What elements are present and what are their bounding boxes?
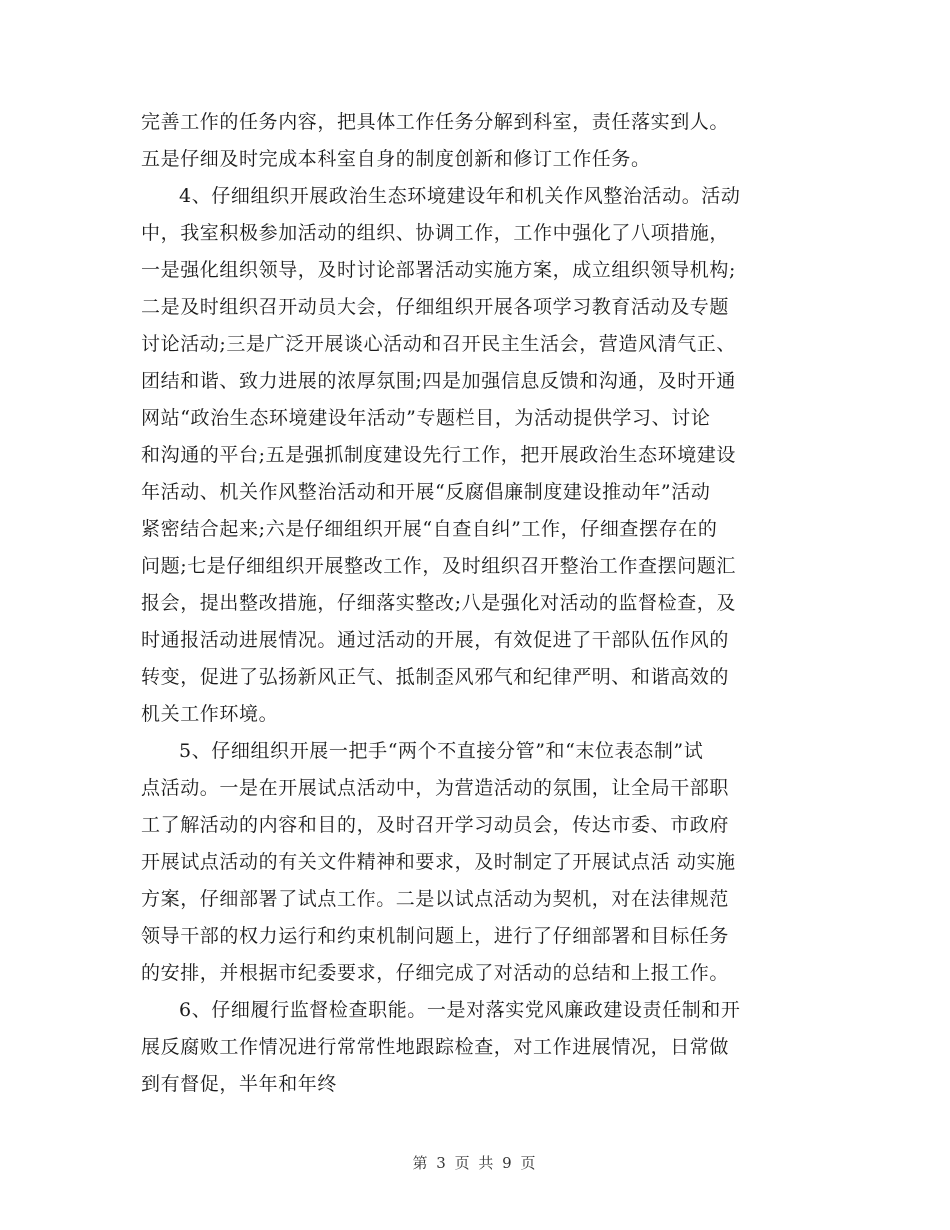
text-line: 6、仔细履行监督检查职能。一是对落实党风廉政建设责任制和开 [179, 999, 741, 1021]
text-line: 讨论活动;三是广泛开展谈心活动和召开民主生活会，营造风清气正、 [141, 333, 737, 355]
text-line: 到有督促，半年和年终 [141, 1073, 338, 1095]
text-line: 二是及时组织召开动员大会，仔细组织开展各项学习教育活动及专题 [141, 296, 730, 318]
text-line: 团结和谐、致力进展的浓厚氛围;四是加强信息反馈和沟通，及时开通 [141, 370, 737, 392]
text-line: 领导干部的权力运行和约束机制问题上，进行了仔细部署和目标任务 [141, 925, 730, 947]
text-line: 年活动、机关作风整治活动和开展“反腐倡廉制度建设推动年”活动 [141, 481, 711, 503]
text-line: 方案，仔细部署了试点工作。二是以试点活动为契机，对在法律规范 [141, 888, 730, 910]
text-line: 和沟通的平台;五是强抓制度建设先行工作，把开展政治生态环境建设 [141, 444, 737, 466]
text-line: 五是仔细及时完成本科室自身的制度创新和修订工作任务。 [141, 148, 651, 170]
text-line: 中，我室积极参加活动的组织、协调工作，工作中强化了八项措施， [141, 222, 730, 244]
text-line: 展反腐败工作情况进行常常性地跟踪检查，对工作进展情况，日常做 [141, 1036, 730, 1058]
text-line: 时通报活动进展情况。通过活动的开展，有效促进了干部队伍作风的 [141, 629, 730, 651]
text-line: 机关工作环境。 [141, 703, 279, 725]
text-line: 的安排，并根据市纪委要求，仔细完成了对活动的总结和上报工作。 [141, 962, 730, 984]
text-line: 问题;七是仔细组织开展整改工作，及时组织召开整治工作查摆问题汇 [141, 555, 737, 577]
text-line: 网站“政治生态环境建设年活动”专题栏目，为活动提供学习、讨论 [141, 407, 711, 429]
text-line: 紧密结合起来;六是仔细组织开展“自查自纠”工作，仔细查摆存在的 [141, 518, 718, 540]
text-line: 报会，提出整改措施，仔细落实整改;八是强化对活动的监督检查，及 [141, 592, 737, 614]
text-line: 完善工作的任务内容，把具体工作任务分解到科室，责任落实到人。 [141, 111, 730, 133]
text-line: 5、仔细组织开展一把手“两个不直接分管”和“末位表态制”试 [179, 740, 704, 762]
document-body [141, 104, 809, 1103]
text-line: 4、仔细组织开展政治生态环境建设年和机关作风整治活动。活动 [179, 185, 741, 207]
page-footer: 第 3 页 共 9 页 [412, 1154, 538, 1172]
text-line: 开展试点活动的有关文件精神和要求，及时制定了开展试点活 动实施 [141, 851, 736, 873]
text-line: 一是强化组织领导，及时讨论部署活动实施方案，成立组织领导机构; [141, 259, 737, 281]
text-line: 转变，促进了弘扬新风正气、抵制歪风邪气和纪律严明、和谐高效的 [141, 666, 730, 688]
text-line: 点活动。一是在开展试点活动中，为营造活动的氛围，让全局干部职 [141, 777, 730, 799]
text-line: 工了解活动的内容和目的，及时召开学习动员会，传达市委、市政府 [141, 814, 730, 836]
